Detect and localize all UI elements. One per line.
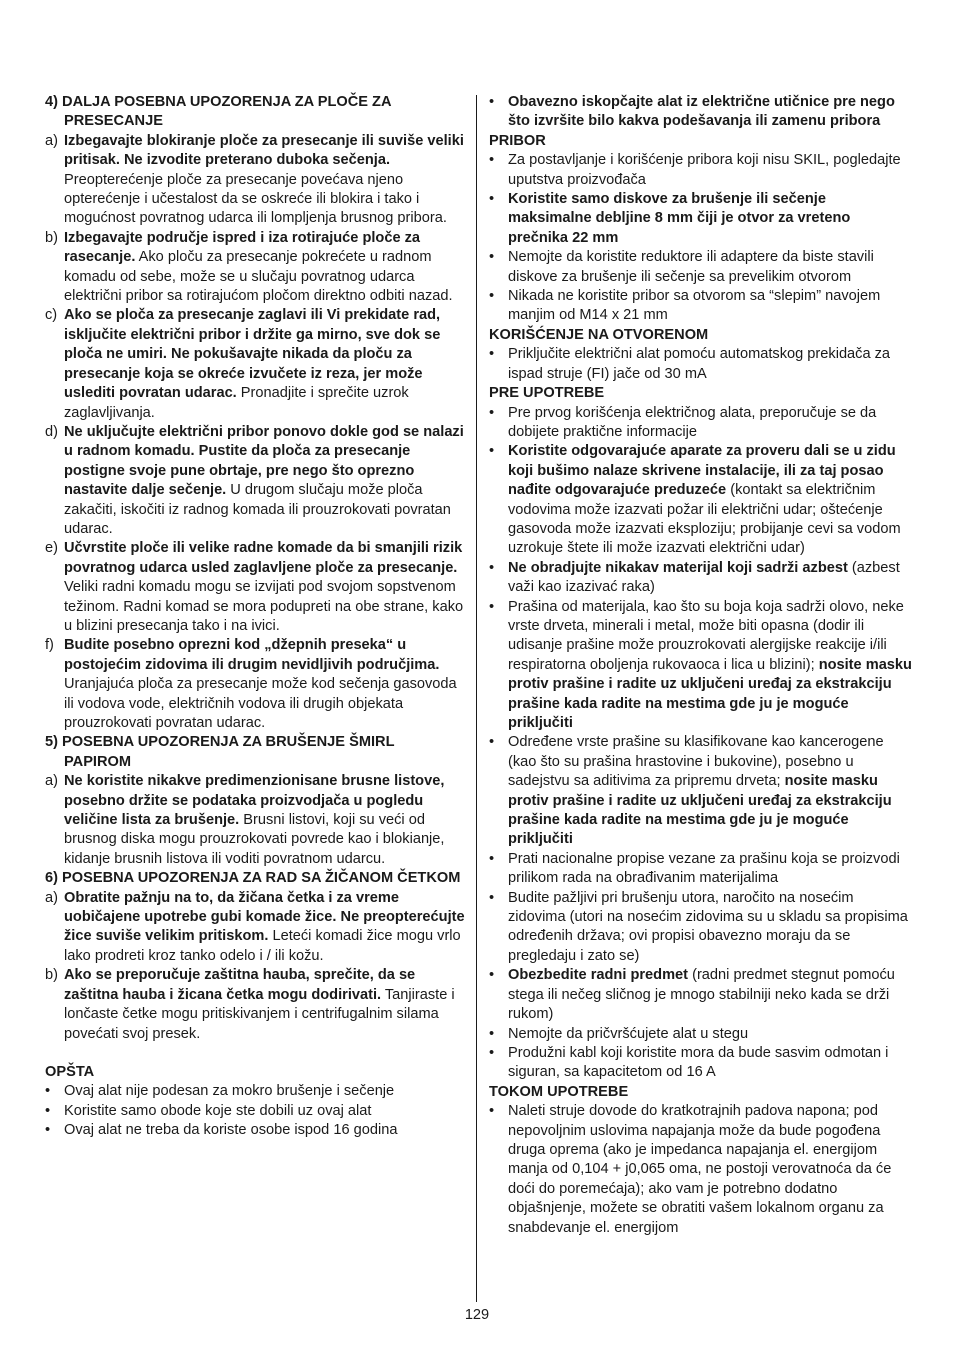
bullet-marker: •	[489, 889, 495, 906]
body-text: Ovaj alat ne treba da koriste osobe ispod 16 godina	[64, 1122, 398, 1139]
bold-text: Ako se preporučuje zaštitna hauba, sprečite, da se zaštitna hauba i žicana četka mogu dodirivati.	[64, 967, 416, 1003]
bullet-marker: •	[489, 288, 495, 305]
bold-text: Izbegavajte blokiranje ploče za presecanje ili suviše veliki pritisak. Ne izvodite preterano duboka sečenja.	[64, 132, 464, 169]
bullet-marker: •	[489, 850, 495, 867]
body-text: Ako ploču za presecanje pokrećete u radnom komadu od sebe, može se u slučaju povratnog udarca električni pribor sa rotirajućom pločom direktno odbiti nazad.	[64, 249, 453, 305]
section-heading: 5) POSEBNA UPOZORENJA ZA BRUŠENJE ŠMIRL PAPIROM	[45, 734, 395, 770]
bullet-item	[489, 151, 913, 190]
bullet-marker: •	[489, 559, 495, 576]
bullet-marker: •	[489, 249, 495, 266]
bullet-item	[489, 190, 913, 248]
body-text: Nikada ne koristite pribor sa otvorom sa “slepim” navojem manjim od M14 x 21 mm	[508, 288, 881, 324]
body-text: Leteći komadi žice mogu vrlo lako prodreti kroz tanko odelo i / ili kožu.	[64, 928, 461, 964]
section-heading: 6) POSEBNA UPOZORENJA ZA RAD SA ŽIČANOM ČETKOM	[45, 870, 461, 887]
page-number: 129	[464, 1307, 490, 1323]
bullet-item	[489, 889, 913, 967]
body-text: Ovaj alat nije podesan za mokro brušenje i sečenje	[64, 1083, 395, 1100]
section-heading: PRE UPOTREBE	[489, 385, 605, 402]
list-item	[45, 132, 465, 229]
item-marker: d)	[45, 423, 58, 440]
bullet-marker: •	[489, 1044, 495, 1061]
right-column	[489, 93, 913, 1238]
bullet-marker: •	[489, 443, 495, 460]
section-heading: PRIBOR	[489, 132, 546, 149]
bullet-item	[489, 1102, 913, 1238]
bullet-marker: •	[489, 346, 495, 363]
list-item	[45, 966, 465, 1044]
item-marker: b)	[45, 967, 58, 984]
item-marker: a)	[45, 889, 58, 906]
bold-text: Izbegavajte područje ispred i iza rotirajuće ploče za rasecanje.	[64, 229, 421, 266]
body-text: (kontakt sa električnim vodovima može izazvati požar ili električni udar; oštećenje gasovoda može izazvati eksploziju; probijanje cevi sa vodom uzrokuje štete ili može izazvati električni udar)	[508, 482, 901, 557]
body-text: Prašina od materijala, kao što su boja koja sadrži olovo, neke vrste drveta, minerali i metal, može biti opasna (dodir ili udisanje prašine može prouzrokovati alergijske reakcije i/ili respiratorna oboljenja rukovaoca i lica u blizini);	[508, 598, 904, 673]
bullet-item	[45, 1102, 465, 1121]
bullet-item	[489, 850, 913, 889]
list-item	[45, 229, 465, 307]
item-marker: a)	[45, 132, 58, 149]
body-text: Tanjiraste i lončaste četke mogu pritiskivanjem i centrifugalnim silama povećati svoj presek.	[64, 986, 455, 1042]
body-text: Koristite samo obode koje ste dobili uz ovaj alat	[64, 1102, 372, 1119]
bold-text: Obezbedite radni predmet	[508, 967, 689, 984]
bullet-item	[489, 404, 913, 443]
body-text: Nemojte da pričvršćujete alat u stegu	[508, 1025, 749, 1042]
bullet-item	[45, 1121, 465, 1140]
list-item	[45, 423, 465, 539]
bullet-marker: •	[489, 734, 495, 751]
bold-text: Obavezno iskopčajte alat iz električne utičnice pre nego što izvršite bilo kakva podešavanja ili zamenu pribora	[508, 94, 895, 130]
list-item	[45, 539, 465, 636]
bold-text: Učvrstite ploče ili velike radne komade da bi smanjili rizik povratnog udarca usled zaglavljene ploče za presecanje.	[64, 540, 463, 576]
column-divider	[476, 95, 477, 1302]
bullet-marker: •	[489, 1025, 495, 1042]
list-item	[45, 306, 465, 422]
section-heading: KORIŠĆENJE NA OTVORENOM	[489, 326, 709, 343]
bullet-marker: •	[489, 967, 495, 984]
bullet-item	[489, 287, 913, 326]
bullet-marker: •	[489, 598, 495, 615]
bold-text: nosite masku protiv prašine i radite uz uključeni uređaj za ekstrakciju prašine kada radite na mestima gde ju je moguće priključiti	[508, 656, 912, 731]
bold-text: Budite posebno oprezni kod „džepnih preseka“ u postojećim zidovima ili drugim nevidljivih područjima.	[64, 637, 440, 673]
bullet-item	[489, 966, 913, 1024]
item-marker: b)	[45, 229, 58, 246]
bullet-marker: •	[489, 191, 495, 208]
bullet-item	[489, 559, 913, 598]
body-text: Brusni listovi, koji su veći od brusnog diska mogu prouzrokovati povrede kao i blokianje, kidanje brusnih listova ili voditi povratnom udarcu.	[64, 812, 445, 867]
body-text: Produžni kabl koji koristite mora da bude sasvim odmotan i siguran, sa kapacitetom od 16 A	[508, 1044, 889, 1081]
body-text: U drugom slučaju može ploča zakačiti, iskočiti iz radnog komada ili prouzrokovati povratan udarac.	[64, 482, 451, 537]
bullet-item	[489, 345, 913, 384]
section-heading: OPŠTA	[45, 1063, 95, 1080]
bullet-marker: •	[489, 1103, 495, 1120]
left-column	[45, 93, 465, 1141]
bold-text: nosite masku protiv prašine i radite uz uključeni uređaj za ekstrakciju prašine kada radite na mestima gde ju je moguće priključiti	[508, 773, 892, 848]
item-marker: f)	[45, 637, 54, 654]
bold-text: Obratite pažnju na to, da žičana četka i za vreme uobičajene upotrebe gubi komade žice. Ne preopterećujte žice suviše velikim pritiskom.	[64, 889, 465, 945]
bullet-item	[489, 1044, 913, 1083]
bullet-marker: •	[489, 152, 495, 169]
bullet-item	[489, 1025, 913, 1044]
bullet-item	[489, 598, 913, 734]
bullet-marker: •	[489, 404, 495, 421]
body-text: Pronadjite i sprečite uzrok zaglavljivanja.	[64, 385, 409, 421]
bullet-item	[489, 248, 913, 287]
bullet-item	[489, 442, 913, 558]
body-text: Određene vrste prašine su klasifikovane kao kancerogene (kao što su prašina hrastovine i bukovine), posebno u sadejstvu sa aditivima za pripremu drveta;	[508, 734, 884, 790]
item-marker: e)	[45, 540, 58, 557]
body-text: (radni predmet stegnut pomoću stega ili nečeg sličnog je mnogo stabilniji neko kada se drži rukom)	[508, 967, 895, 1023]
body-text: Veliki radni komadu mogu se izvijati pod svojom sopstvenom težinom. Radni komad se mora podupreti na obe strane, kako u blizini presecanja tako i na ivici.	[64, 579, 464, 634]
body-text: Nemojte da koristite reduktore ili adaptere da biste stavili diskove za brušenje ili sečenje sa prevelikim otvorom	[508, 249, 874, 285]
bullet-marker: •	[45, 1122, 51, 1139]
body-text: Preopterećenje ploče za presecanje povećava njeno opterećenje i učestalost da se oskreće ili blokira i tako i mogućnost povratnog udarca ili lompljenja brusnog pribora.	[64, 171, 447, 227]
bullet-marker: •	[489, 94, 495, 110]
bullet-item	[489, 93, 913, 132]
bold-text: Ne uključujte električni pribor ponovo dokle god se nalazi u radnom komadu. Pustite da ploča za presecanje postigne svoje pune obrtaje, pre nego što oprezno nastavite dalje sečenje.	[64, 423, 464, 499]
bold-text: Ne koristite nikakve predimenzionisane brusne listove, posebno držite se podataka proizvodjača u pogledu veličine lista za brušenje.	[64, 773, 445, 829]
bold-text: Ako se ploča za presecanje zaglavi ili Vi prekidate rad, isključite električni pribor i držite ga mirno, sve dok se ploča ne umiri. Ne pokušavajte nikada da ploču za presecanje koja se okreće izvučete iz reza, jer može uslediti povratan udarac.	[64, 307, 441, 402]
body-text: Priključite električni alat pomoću automatskog prekidača za ispad struje (FI) jače od 30 mA	[508, 346, 891, 382]
item-marker: c)	[45, 307, 58, 324]
list-item	[45, 772, 465, 869]
body-text: Naleti struje dovode do kratkotrajnih padova napona; pod nepovoljnim uslovima napajanja može da bude pogođena druga oprema (ako je impedanca napajanja el. energijom manja od 0,104 + j0,065 oma, ne postoji verovatnoća da će doći do poremećaja); ako vam je potrebno dodatno objašnjenje, možete se obratiti vašem lokalnom organu za snabdevanje el. energijom	[508, 1103, 892, 1236]
body-text: Budite pažljivi pri brušenju utora, naročito na nosećim zidovima (utori na nosećim zidovima su u skladu sa propisima određenih država; ovi propisi obavezno moraju da se pregledaju i zato se)	[508, 889, 908, 964]
bullet-marker: •	[45, 1083, 51, 1100]
bullet-item	[489, 733, 913, 849]
body-text: Prati nacionalne propise vezane za prašinu koja se proizvodi prilikom rada na obrađivanim materijalima	[508, 850, 900, 887]
section-heading: TOKOM UPOTREBE	[489, 1083, 629, 1100]
body-text: (azbest važi kao izazivać raka)	[508, 559, 900, 596]
body-text: Uranjajuća ploča za presecanje može kod sečenja gasovoda ili vodova vode, električnih vodova ili drugih objekata prouzrokovati povratan udarac.	[64, 676, 457, 731]
bold-text: Koristite odgovarajuće aparate za proveru dali se u zidu koji bušimo nalaze skrivene instalacije, ili za taj posao nađite odgovarajuće preduzeće	[508, 443, 896, 499]
spacer	[45, 1044, 465, 1063]
list-item	[45, 889, 465, 967]
bold-text: Koristite samo diskove za brušenje ili sečenje maksimalne debljine 8 mm čiji je otvor za vreteno prečnika 22 mm	[508, 191, 851, 246]
bullet-marker: •	[45, 1102, 51, 1119]
section-heading: 4) DALJA POSEBNA UPOZORENJA ZA PLOČE ZA PRESECANJE	[45, 94, 391, 130]
list-item	[45, 636, 465, 733]
body-text: Za postavljanje i korišćenje pribora koji nisu SKIL, pogledajte uputstva proizvođača	[508, 152, 901, 188]
bullet-item	[45, 1082, 465, 1101]
body-text: Pre prvog korišćenja električnog alata, preporučuje se da dobijete praktične informacije	[508, 404, 877, 440]
item-marker: a)	[45, 773, 58, 790]
bold-text: Ne obradjujte nikakav materijal koji sadrži azbest	[508, 559, 848, 576]
